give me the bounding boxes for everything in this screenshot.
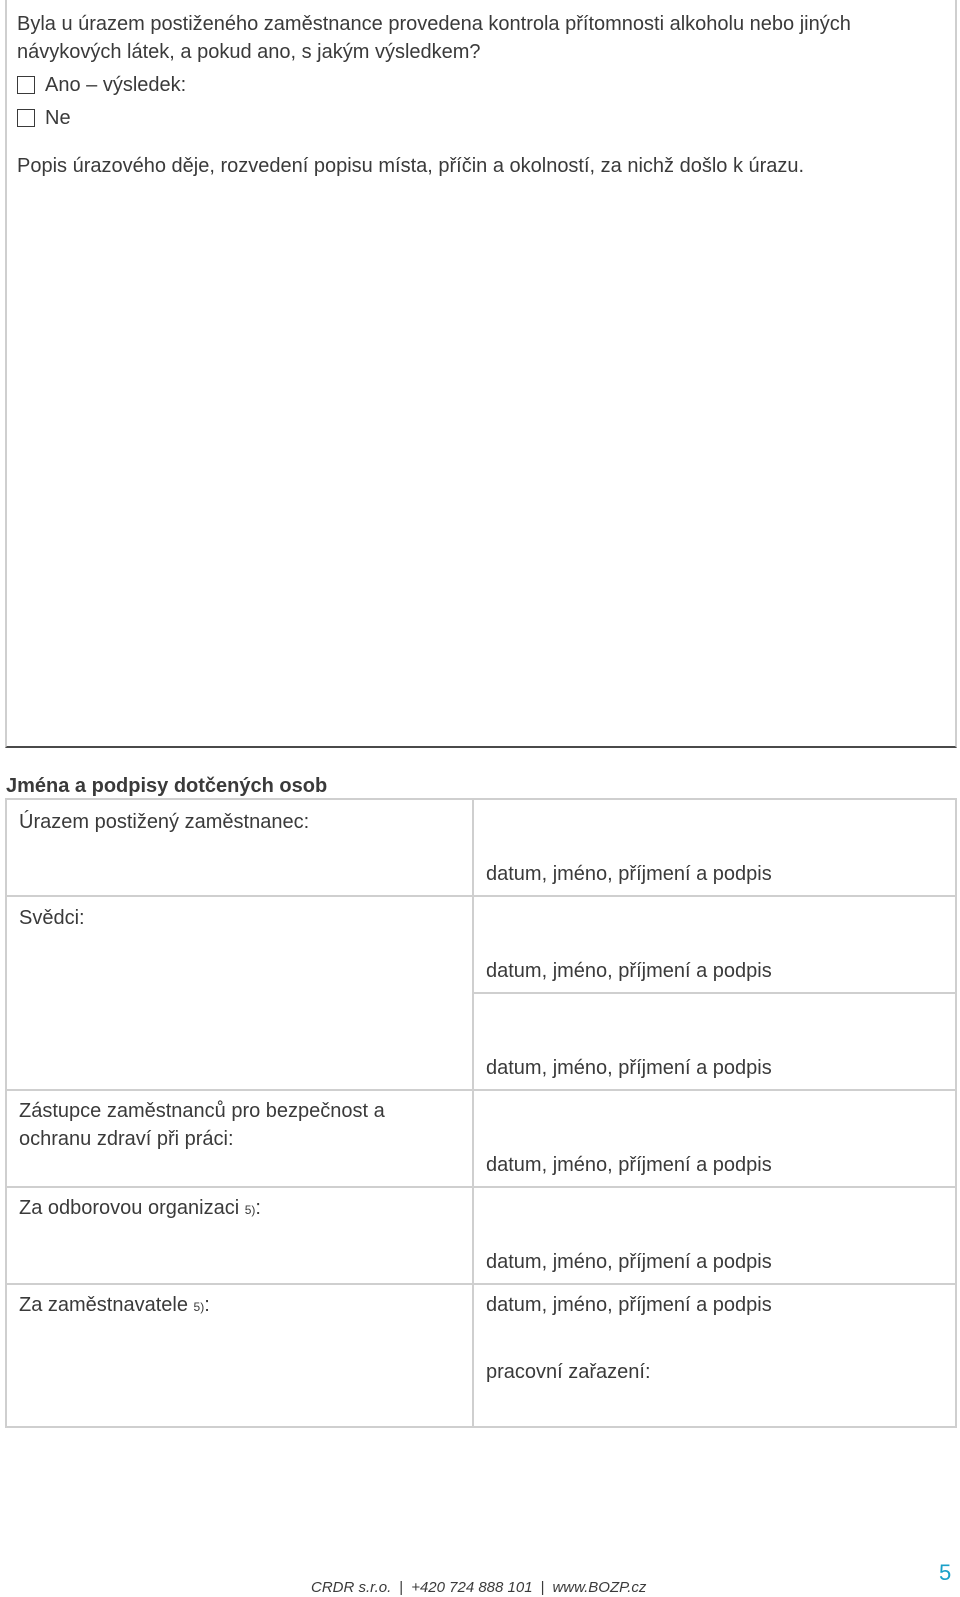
position-label: pracovní zařazení: (486, 1361, 651, 1383)
employer-sig-caption: datum, jméno, příjmení a podpis (486, 1294, 772, 1316)
witness-2-signature-cell[interactable] (472, 992, 957, 1091)
employer-footnote: 5) (193, 1300, 205, 1314)
page-number: 5 (939, 1560, 952, 1585)
option-yes[interactable] (17, 73, 186, 97)
safety-rep-label: Zástupce zaměstnanců pro bezpečnost a ochranu zdraví při práci: (19, 1100, 385, 1150)
footer-company: CRDR s.r.o. (311, 1579, 392, 1596)
witnesses-label: Svědci: (19, 907, 85, 929)
union-signature-cell[interactable] (472, 1186, 957, 1285)
upper-form-box (5, 0, 957, 748)
injured-label: Úrazem postižený zaměstnanec: (19, 811, 310, 833)
footer: CRDR s.r.o. | +420 724 888 101 | www.BOZP.cz (311, 1579, 647, 1596)
witness-1-signature-cell[interactable] (472, 895, 957, 994)
injured-signature-cell[interactable] (472, 798, 957, 897)
safety-rep-sig-caption: datum, jméno, příjmení a podpis (486, 1154, 772, 1176)
alcohol-check-question: Byla u úrazem postiženého zaměstnance provedena kontrola přítomnosti alkoholu nebo jiných návykových látek, a pokud ano, s jakým výsledkem? (17, 13, 851, 63)
union-sig-caption: datum, jméno, příjmení a podpis (486, 1251, 772, 1273)
safety-rep-label-cell (5, 1089, 474, 1188)
employer-label-cell (5, 1283, 474, 1428)
witnesses-label-cell (5, 895, 474, 1091)
description-label: Popis úrazového děje, rozvedení popisu místa, příčin a okolností, za nichž došlo k úrazu. (17, 155, 805, 177)
safety-rep-signature-cell[interactable] (472, 1089, 957, 1188)
injured-sig-caption: datum, jméno, příjmení a podpis (486, 863, 772, 885)
footer-web[interactable]: www.BOZP.cz (552, 1579, 647, 1596)
union-label-cell (5, 1186, 474, 1285)
checkbox-yes[interactable] (17, 76, 35, 94)
employer-label: Za zaměstnavatele 5): (19, 1294, 210, 1316)
injured-label-cell (5, 798, 474, 897)
union-footnote: 5) (244, 1203, 256, 1217)
witness-1-sig-caption: datum, jméno, příjmení a podpis (486, 960, 772, 982)
option-yes-label: Ano – výsledek: (45, 73, 187, 96)
signatures-title: Jména a podpisy dotčených osob (6, 775, 328, 797)
option-no-label: Ne (45, 106, 71, 129)
union-label: Za odborovou organizaci 5): (19, 1197, 261, 1219)
signatures-table (5, 811, 957, 1451)
employer-signature-cell[interactable] (472, 1283, 957, 1428)
checkbox-no[interactable] (17, 109, 35, 127)
witness-2-sig-caption: datum, jméno, příjmení a podpis (486, 1057, 772, 1079)
option-no[interactable] (17, 106, 71, 130)
footer-phone: +420 724 888 101 (411, 1579, 533, 1596)
